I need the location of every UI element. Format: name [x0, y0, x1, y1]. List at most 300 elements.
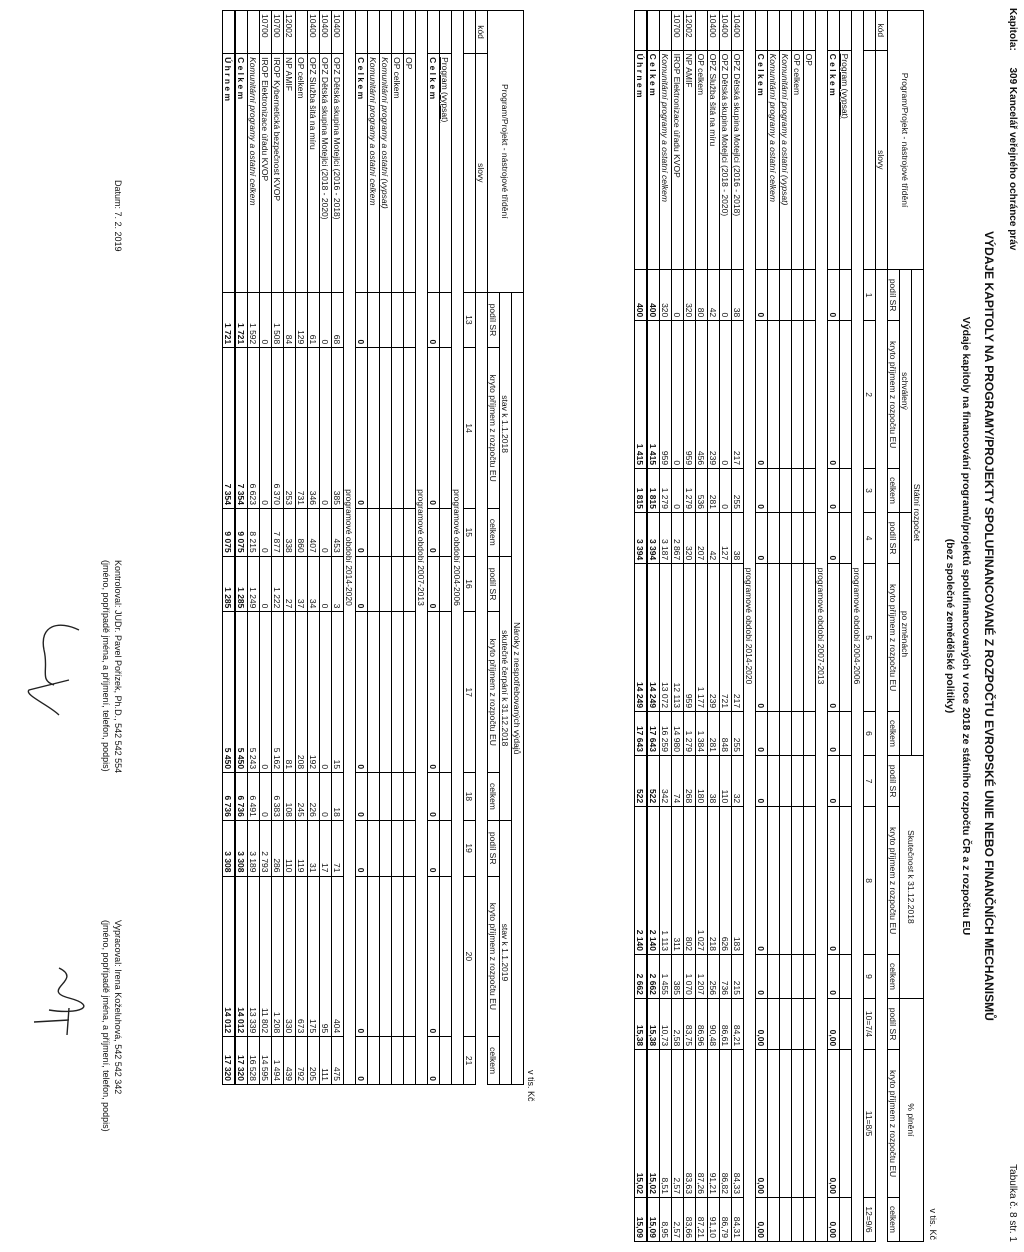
row-value: 3 394: [635, 512, 648, 563]
row-value: 42: [708, 512, 720, 563]
row-value: 111: [320, 1037, 332, 1085]
row-value: 12 113: [672, 564, 684, 712]
row-value: [792, 998, 804, 1049]
row-value: 0: [356, 820, 368, 876]
row-code: 10400: [332, 11, 344, 54]
unit-label-2: v tis. Kč: [526, 1070, 536, 1102]
row-value: 91,21: [708, 1050, 720, 1198]
row-value: 1 285: [235, 556, 248, 612]
row-value: 110: [720, 755, 732, 806]
row-value: [404, 556, 416, 612]
checked-by: [100, 560, 124, 773]
row-value: 84,33: [732, 1050, 744, 1198]
row-value: 127: [720, 512, 732, 563]
row-value: 2 140: [647, 807, 660, 955]
column-number-row: [864, 11, 876, 1242]
row-value: 0: [320, 556, 332, 612]
row-value: 110: [284, 820, 296, 876]
row-label: IROP Elektronizace úřadu KVOP: [672, 50, 684, 269]
row-value: 0: [260, 612, 272, 773]
row-value: 255: [732, 712, 744, 756]
table-row: [223, 11, 236, 1085]
row-value: [792, 564, 804, 712]
row-value: 792: [296, 1037, 308, 1085]
table-row: [356, 11, 368, 1085]
row-code: [368, 11, 380, 54]
row-value: 0: [356, 508, 368, 556]
col-eu: kryto příjmem z rozpočtu EU: [888, 564, 900, 712]
row-value: 86,82: [720, 1050, 732, 1198]
row-value: 86,96: [696, 998, 708, 1049]
row-value: 1 279: [660, 469, 672, 513]
col-state-budget: Státní rozpočet: [912, 270, 924, 756]
row-value: 15,09: [635, 1197, 648, 1241]
row-value: [380, 773, 392, 821]
row-value: 1 222: [272, 556, 284, 612]
row-value: 1 455: [660, 955, 672, 999]
section-heading: programové období 2014-2020: [344, 11, 356, 1085]
row-value: [392, 820, 404, 876]
prepared-by-text: Vypracoval: Irena Koželuhová, 542 542 342: [113, 920, 123, 1095]
date: Datum: 7. 2. 2019: [113, 180, 123, 252]
row-value: [804, 1050, 816, 1198]
section-row: [816, 11, 828, 1242]
row-value: [404, 508, 416, 556]
row-value: [380, 348, 392, 509]
row-value: 0: [720, 270, 732, 321]
section-row: [452, 11, 464, 1085]
row-value: [380, 556, 392, 612]
row-label: Komunitární programy a ostatní celkem: [768, 50, 780, 269]
row-value: 15,02: [635, 1050, 648, 1198]
column-number: 17: [464, 612, 476, 773]
row-code: [235, 11, 248, 54]
table-row: [780, 11, 792, 1242]
row-value: [440, 348, 452, 509]
prepared-by-note: (jméno, popřípadě jména, a příjmení, telefon, podpis): [101, 920, 111, 1132]
row-label: C e l k e m: [235, 54, 248, 292]
table-row: [428, 11, 440, 1085]
row-value: [804, 998, 816, 1049]
row-value: 0: [720, 469, 732, 513]
row-code: 10400: [720, 11, 732, 51]
row-label: NP AMIF: [684, 50, 696, 269]
row-value: 14 595: [260, 1037, 272, 1085]
table-row: [320, 11, 332, 1085]
row-value: 217: [732, 321, 744, 469]
row-value: [368, 508, 380, 556]
row-value: 192: [308, 612, 320, 773]
col-eu: kryto příjmem z rozpočtu EU: [488, 876, 500, 1037]
row-value: 0: [672, 270, 684, 321]
row-value: 14 012: [223, 876, 236, 1037]
row-value: [380, 820, 392, 876]
row-value: [780, 321, 792, 469]
col-program: Program/Projekt - nástrojové třídění: [888, 11, 924, 270]
row-value: 3: [332, 556, 344, 612]
table-row: [332, 11, 344, 1085]
row-value: 0: [672, 469, 684, 513]
row-value: 86,79: [720, 1197, 732, 1241]
row-value: 0: [260, 508, 272, 556]
row-value: 6 736: [223, 773, 236, 821]
row-value: 83,75: [684, 998, 696, 1049]
row-label: Komunitární programy a ostatní celkem: [368, 54, 380, 292]
signature-2: [19, 610, 99, 720]
row-value: [440, 820, 452, 876]
col-total: celkem: [888, 1197, 900, 1241]
checked-by-text: Kontroloval: JUDr. Pavel Pořízek, Ph.D., 542 542 554: [113, 560, 123, 774]
row-value: 217: [732, 564, 744, 712]
row-value: 959: [684, 321, 696, 469]
row-value: 16 528: [248, 1037, 260, 1085]
row-value: 1 027: [696, 807, 708, 955]
row-value: 129: [296, 292, 308, 348]
row-value: 522: [635, 755, 648, 806]
col-after-changes: po změnách: [900, 512, 912, 755]
row-value: [380, 1037, 392, 1085]
row-value: 6 736: [235, 773, 248, 821]
row-code: [780, 11, 792, 51]
table-row: [404, 11, 416, 1085]
row-value: 0: [356, 876, 368, 1037]
row-code: [635, 11, 648, 51]
row-value: [780, 564, 792, 712]
row-value: [768, 1050, 780, 1198]
row-value: 281: [708, 469, 720, 513]
row-value: [440, 876, 452, 1037]
row-value: 0: [756, 270, 768, 321]
col-eu: kryto příjmem z rozpočtu EU: [488, 612, 500, 773]
table-row: [392, 11, 404, 1085]
row-value: 119: [296, 820, 308, 876]
row-value: 2 140: [635, 807, 648, 955]
row-label: OPZ Dětská skupina Motejlci (2016 - 2018): [332, 54, 344, 292]
row-code: [660, 11, 672, 51]
row-value: 0: [356, 292, 368, 348]
sub-title: Výdaje kapitoly na financování programů/projektů spolufinancovaných v roce 2018 ze státního rozpočtu ČR a z rozpočtu EU: [960, 316, 972, 936]
row-value: 0: [828, 321, 840, 469]
row-value: 0: [356, 773, 368, 821]
row-value: 3 308: [223, 820, 236, 876]
row-value: 87,26: [696, 1050, 708, 1198]
row-value: [768, 321, 780, 469]
row-value: 38: [732, 512, 744, 563]
column-number: 10=7/4: [864, 998, 876, 1049]
row-value: 81: [284, 612, 296, 773]
chapter-label: Kapitola:: [1007, 8, 1018, 51]
row-value: 1 494: [272, 1037, 284, 1085]
row-value: 320: [684, 270, 696, 321]
row-value: 0: [260, 348, 272, 509]
col-code: kód: [876, 11, 888, 51]
row-value: [392, 773, 404, 821]
row-code: [828, 11, 840, 51]
table-row: [732, 11, 744, 1242]
row-value: 38: [708, 755, 720, 806]
table-row: [647, 11, 660, 1242]
section-row: [744, 11, 756, 1242]
row-value: 84,31: [732, 1197, 744, 1241]
table-row: [804, 11, 816, 1242]
row-code: [356, 11, 368, 54]
row-value: 268: [684, 755, 696, 806]
table-row: [828, 11, 840, 1242]
col-total: celkem: [888, 469, 900, 513]
row-value: 1 279: [684, 469, 696, 513]
row-value: 16 259: [660, 712, 672, 756]
row-value: [368, 556, 380, 612]
row-value: 1 721: [223, 292, 236, 348]
row-value: 673: [296, 876, 308, 1037]
row-value: [804, 512, 816, 563]
column-number: 1: [864, 270, 876, 321]
row-label: Program (vypsat): [440, 54, 452, 292]
column-number-blank: [864, 50, 876, 269]
table-row: [235, 11, 248, 1085]
row-value: 84,21: [732, 998, 744, 1049]
row-value: 17 643: [635, 712, 648, 756]
row-code: 10700: [272, 11, 284, 54]
table-row: [792, 11, 804, 1242]
row-value: 2,57: [672, 1050, 684, 1198]
row-value: 17 320: [235, 1037, 248, 1085]
row-label: IROP Kybernetická bezpečnost KVOP: [272, 54, 284, 292]
row-label: OPZ Dětská skupina Motejlci (2018 - 2020): [720, 50, 732, 269]
row-value: 0: [428, 556, 440, 612]
row-value: 404: [332, 876, 344, 1037]
row-value: 0,00: [828, 1197, 840, 1241]
row-value: 0,00: [756, 1050, 768, 1198]
table-row: [660, 11, 672, 1242]
row-value: 86,61: [720, 998, 732, 1049]
row-label: C e l k e m: [647, 50, 660, 269]
row-value: [368, 292, 380, 348]
row-value: 13 072: [660, 564, 672, 712]
table-row: [380, 11, 392, 1085]
row-value: 2 793: [260, 820, 272, 876]
row-value: [780, 469, 792, 513]
col-claims: Nároky z nespotřebovaných výdajů: [512, 292, 524, 1084]
row-value: [368, 348, 380, 509]
row-value: 0: [356, 1037, 368, 1085]
row-value: 2 662: [647, 955, 660, 999]
row-value: 346: [308, 348, 320, 509]
row-value: [840, 1197, 852, 1241]
table-row: [720, 11, 732, 1242]
table-row: [708, 11, 720, 1242]
table-number: Tabulka č. 8 str. 1: [1007, 1164, 1018, 1242]
column-number: 14: [464, 348, 476, 509]
row-value: [392, 612, 404, 773]
row-code: [380, 11, 392, 54]
section-heading: programové období 2004-2006: [852, 11, 864, 1242]
table-row: [248, 11, 260, 1085]
row-value: 1 249: [248, 556, 260, 612]
col-fulfilment: % plnění: [900, 998, 924, 1241]
row-value: 31: [308, 820, 320, 876]
row-value: 0: [428, 348, 440, 509]
row-value: 1 285: [223, 556, 236, 612]
row-value: 0: [260, 773, 272, 821]
section-heading: programové období 2007-2013: [816, 11, 828, 1242]
row-value: 218: [708, 807, 720, 955]
table-row: [308, 11, 320, 1085]
row-value: 338: [284, 508, 296, 556]
col-sr: podíl SR: [488, 292, 500, 348]
row-value: [404, 820, 416, 876]
column-number: 8: [864, 807, 876, 955]
row-value: 0: [428, 876, 440, 1037]
row-code: [392, 11, 404, 54]
row-value: 0: [756, 469, 768, 513]
row-value: [368, 1037, 380, 1085]
row-value: 226: [308, 773, 320, 821]
row-value: [804, 469, 816, 513]
row-value: 7 354: [235, 348, 248, 509]
row-value: 721: [720, 564, 732, 712]
col-sr: podíl SR: [488, 820, 500, 876]
row-value: 1 592: [248, 292, 260, 348]
row-value: 456: [696, 321, 708, 469]
row-value: 0: [756, 755, 768, 806]
row-value: [404, 1037, 416, 1085]
row-value: 286: [272, 820, 284, 876]
col-words-2: slovy: [476, 54, 488, 292]
column-number: 6: [864, 712, 876, 756]
row-value: 1 113: [660, 807, 672, 955]
column-number: 20: [464, 876, 476, 1037]
row-value: 0: [756, 712, 768, 756]
row-label: C e l k e m: [356, 54, 368, 292]
row-value: 0: [828, 469, 840, 513]
row-value: [440, 292, 452, 348]
row-value: 0: [320, 773, 332, 821]
row-label: OP celkem: [792, 50, 804, 269]
col-total: celkem: [488, 508, 500, 556]
row-value: 0: [828, 755, 840, 806]
row-value: 1 384: [696, 712, 708, 756]
section-row: [416, 11, 428, 1085]
row-code: 10400: [732, 11, 744, 51]
row-value: 5 162: [272, 612, 284, 773]
row-label: Komunitární programy a ostatní celkem: [660, 50, 672, 269]
row-label: OP celkem: [296, 54, 308, 292]
unit-label-1: v tis. Kč: [928, 1208, 938, 1240]
table-row: [635, 11, 648, 1242]
row-value: [768, 1197, 780, 1241]
table-row: [260, 11, 272, 1085]
row-value: [780, 270, 792, 321]
row-value: 8,95: [660, 1197, 672, 1241]
col-sr: podíl SR: [888, 270, 900, 321]
row-value: 61: [308, 292, 320, 348]
row-value: [804, 755, 816, 806]
row-value: 208: [296, 612, 308, 773]
row-value: [768, 469, 780, 513]
row-value: 37: [296, 556, 308, 612]
col-sr: podíl SR: [888, 512, 900, 563]
row-value: [392, 508, 404, 556]
row-value: 0: [320, 292, 332, 348]
column-number: 15: [464, 508, 476, 556]
row-value: [380, 508, 392, 556]
col-sr: podíl SR: [888, 998, 900, 1049]
row-value: [392, 292, 404, 348]
row-value: 0: [828, 955, 840, 999]
row-value: 1 207: [696, 955, 708, 999]
row-value: 1 415: [635, 321, 648, 469]
row-value: 15,38: [647, 998, 660, 1049]
row-label: C e l k e m: [756, 50, 768, 269]
col-approved: schválený: [900, 270, 912, 513]
row-value: [804, 321, 816, 469]
row-value: 6 623: [248, 348, 260, 509]
row-value: [840, 1050, 852, 1198]
col-eu: kryto příjmem z rozpočtu EU: [888, 1050, 900, 1198]
column-number: 13: [464, 292, 476, 348]
row-value: 15,09: [647, 1197, 660, 1241]
row-value: [804, 807, 816, 955]
row-value: [792, 469, 804, 513]
row-label: NP AMIF: [284, 54, 296, 292]
row-value: 253: [284, 348, 296, 509]
row-value: 7 354: [223, 348, 236, 509]
row-value: 14 249: [635, 564, 648, 712]
row-value: [404, 292, 416, 348]
row-label: OP: [404, 54, 416, 292]
row-value: 2 867: [672, 512, 684, 563]
col-total: celkem: [488, 1037, 500, 1085]
row-value: 71: [332, 820, 344, 876]
expenditure-table: [634, 10, 924, 1242]
row-value: [780, 1050, 792, 1198]
row-code: 10400: [320, 11, 332, 54]
row-value: [392, 876, 404, 1037]
row-value: 0: [356, 556, 368, 612]
row-value: 0: [828, 512, 840, 563]
row-value: 0: [428, 292, 440, 348]
row-label: Program (vypsat): [840, 50, 852, 269]
row-code: 10400: [708, 11, 720, 51]
row-value: [780, 998, 792, 1049]
row-value: [840, 512, 852, 563]
row-label: OPZ Služba šitá na míru: [708, 50, 720, 269]
row-code: [428, 11, 440, 54]
column-number: 9: [864, 955, 876, 999]
row-label: IROP Elektronizace úřadu KVOP: [260, 54, 272, 292]
prepared-by: [100, 920, 124, 1132]
column-number: 5: [864, 564, 876, 712]
col-program-2: Program/Projekt - nástrojové třídění: [488, 11, 524, 293]
row-value: 0: [756, 564, 768, 712]
col-total: celkem: [888, 955, 900, 999]
row-value: 17 643: [647, 712, 660, 756]
row-value: [792, 1197, 804, 1241]
row-code: [696, 11, 708, 51]
row-value: 959: [660, 321, 672, 469]
row-value: 91,10: [708, 1197, 720, 1241]
row-value: 17: [320, 820, 332, 876]
row-value: 0: [828, 270, 840, 321]
row-value: [368, 876, 380, 1037]
column-number: 2: [864, 321, 876, 469]
row-value: [380, 876, 392, 1037]
row-value: 0: [260, 556, 272, 612]
row-value: [840, 564, 852, 712]
row-code: [404, 11, 416, 54]
row-value: 10,73: [660, 998, 672, 1049]
